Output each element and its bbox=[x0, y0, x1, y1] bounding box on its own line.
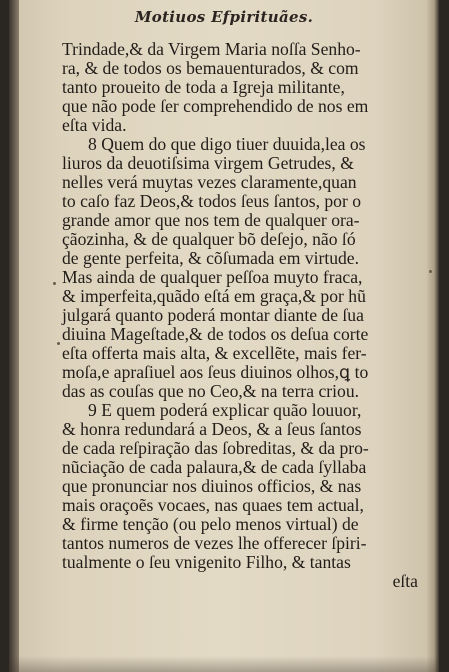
text-line: tanto proueito de toda a Igreja militante, bbox=[62, 77, 345, 97]
text-line: mais oraçoẽs vocaes, nas quaes tem actual, bbox=[62, 495, 364, 515]
text-line: 8 Quem do que digo tiuer duuida,lea os bbox=[88, 134, 366, 154]
text-line: ra, & de todos os bemauenturados, & com bbox=[62, 58, 359, 78]
paper-speck bbox=[53, 282, 56, 285]
text-line: nelles verá muytas vezes claramente,quan bbox=[62, 172, 357, 192]
text-line: Trindade,& da Virgem Maria noſſa Senho- bbox=[62, 39, 361, 59]
text-line: & honra redundará a Deos, & a ſeus ſantos bbox=[62, 419, 362, 439]
text-line: das as couſas que no Ceo,& na terra criou. bbox=[62, 381, 360, 401]
book-page bbox=[9, 0, 439, 672]
page-spine-shadow bbox=[9, 0, 19, 672]
page-edge-shadow bbox=[427, 0, 439, 672]
text-line: grande amor que nos tem de qualquer ora- bbox=[62, 210, 360, 230]
text-line: & firme tenção (ou pelo menos virtual) de bbox=[62, 514, 359, 534]
text-line: 9 E quem poderá explicar quão louuor, bbox=[88, 400, 362, 420]
text-line: nũciação de cada palaura,& de cada ſyllaba bbox=[62, 457, 367, 477]
text-line: & imperfeita,quãdo eſtá em graça,& por hũ bbox=[62, 286, 366, 306]
text-line: to caſo faz Deos,& todos ſeus ſantos, por o bbox=[62, 191, 362, 211]
catchword: eſta bbox=[392, 571, 418, 591]
text-line: julgará quanto poderá montar diante de ſua bbox=[62, 305, 364, 325]
text-line: que não pode ſer comprehendido de nos em bbox=[62, 96, 369, 116]
text-line: de gente perfeita, & cõſumada em virtude. bbox=[62, 248, 360, 268]
page-bottom-shadow bbox=[9, 656, 439, 672]
text-line: moſa,e apraſiuel aos ſeus diuinos olhos,ꝗ to bbox=[62, 362, 369, 382]
text-line: eſta offerta mais alta, & excellẽte, mais fer- bbox=[62, 343, 367, 363]
running-title: Motiuos Efpirituães. bbox=[134, 8, 314, 26]
paper-speck bbox=[429, 270, 432, 273]
body-text bbox=[62, 40, 422, 591]
text-line: çãozinha, & de qualquer bõ deſejo, não ſó bbox=[62, 229, 356, 249]
text-line: tualmente o ſeu vnigenito Filho, & tantas bbox=[62, 552, 351, 572]
text-line: diuina Mageſtade,& de todos os deſua corte bbox=[62, 324, 369, 344]
text-line: Mas ainda de qualquer peſſoa muyto fraca, bbox=[62, 267, 363, 287]
text-line: eſta vida. bbox=[62, 115, 127, 135]
text-line: que pronunciar nos diuinos officios, & nas bbox=[62, 476, 362, 496]
text-line: de cada reſpiração das ſobreditas, & da pro- bbox=[62, 438, 369, 458]
paper-speck bbox=[57, 342, 60, 345]
text-line: tantos numeros de vezes lhe offerecer ſpiri- bbox=[62, 533, 367, 553]
text-line: liuros da deuotiſsima virgem Getrudes, & bbox=[62, 153, 354, 173]
